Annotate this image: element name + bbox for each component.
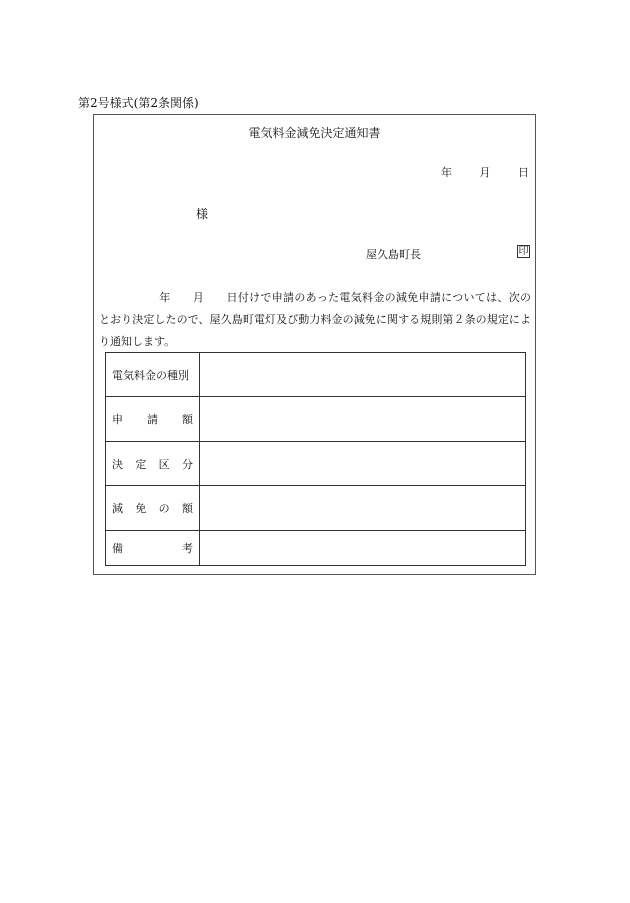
date-line: [417, 166, 529, 180]
row-label-char: 額: [181, 501, 193, 515]
detail-table: [105, 352, 526, 566]
table-row: [106, 397, 526, 441]
row-label-char: 考: [182, 541, 193, 555]
row-label: [106, 530, 200, 565]
row-label-char: 電気料金の種別: [112, 368, 189, 382]
issuer-name: 屋久島町長: [366, 248, 421, 261]
table-row: [106, 530, 526, 565]
body-text: 日付けで申請のあった電気料金の減免申請については、次のとおり決定したので、屋久島町電灯及び動力料金の減免に関する規則第２条の規定により通知します。: [99, 291, 532, 348]
notice-body: [99, 287, 531, 353]
row-value-field[interactable]: [200, 486, 526, 530]
row-label-char: 区: [158, 457, 170, 471]
row-value-field[interactable]: [200, 441, 526, 485]
addressee-honorific: 様: [196, 207, 209, 221]
table-row: [106, 486, 526, 530]
notice-frame: [93, 114, 536, 575]
row-label: [106, 441, 200, 485]
row-label-char: 請: [147, 413, 158, 427]
row-label: [106, 353, 200, 397]
row-value-field[interactable]: [200, 530, 526, 565]
row-label-char: 決: [112, 457, 123, 471]
row-value-field[interactable]: [200, 397, 526, 441]
row-label: [106, 397, 200, 441]
body-year-label: 年: [159, 291, 171, 304]
form-number: 第2号様式(第2条関係): [78, 96, 199, 110]
row-label-char: の: [158, 501, 170, 515]
row-label: [106, 486, 200, 530]
date-year-label: 年: [441, 166, 452, 179]
row-label-char: 備: [112, 541, 123, 555]
date-month-label: 月: [479, 166, 491, 179]
row-label-char: 定: [135, 457, 147, 471]
row-label-char: 免: [135, 501, 147, 515]
row-label-char: 分: [181, 457, 193, 471]
row-label-char: 額: [182, 413, 193, 427]
date-day-label: 日: [518, 166, 529, 179]
row-label-char: 申: [112, 413, 123, 427]
seal-mark: 印: [518, 246, 529, 257]
document-title: 電気料金減免決定通知書: [248, 126, 381, 140]
table-row: [106, 353, 526, 397]
row-value-field[interactable]: [200, 353, 526, 397]
table-row: [106, 441, 526, 485]
body-month-label: 月: [192, 291, 205, 304]
row-label-char: 減: [112, 501, 123, 515]
